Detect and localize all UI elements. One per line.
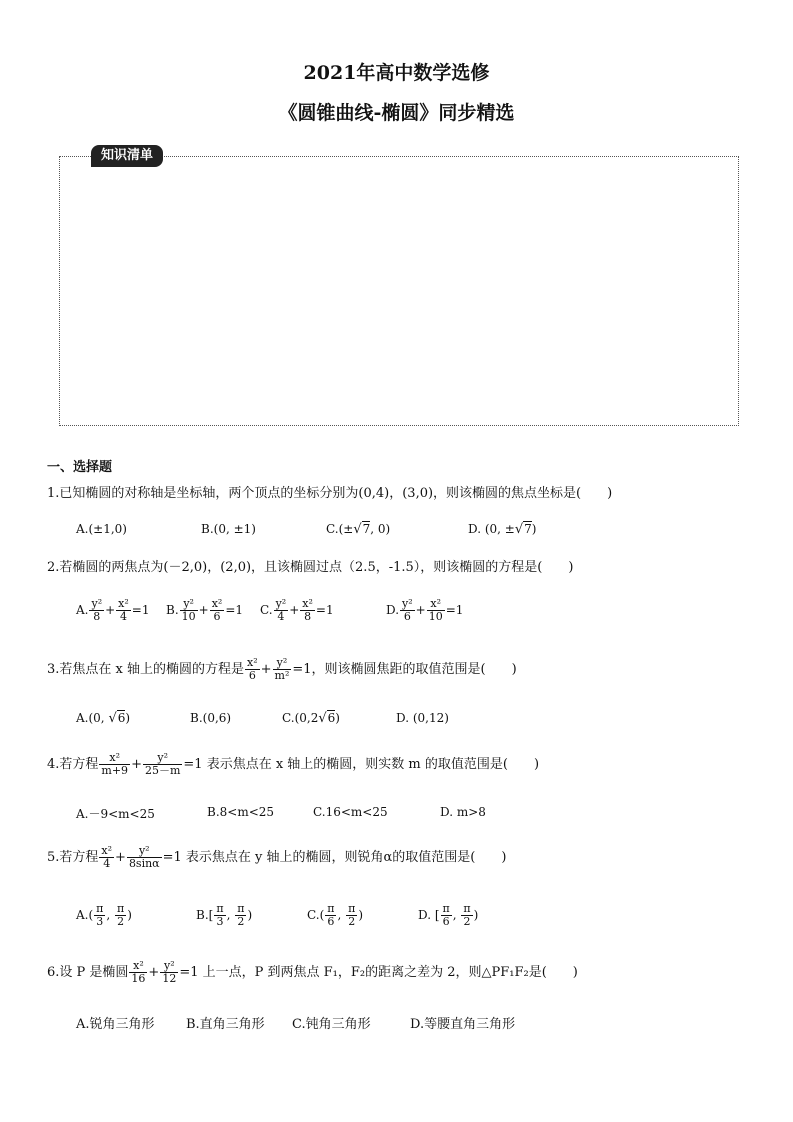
- q5-option-c: C.( $\frac{\pi}{6}$ , $\frac{\pi}{2}$ ): [307, 902, 364, 928]
- q6-option-b: B.直角三角形: [186, 1017, 265, 1032]
- question-6: 6.设 P 是椭圆 $\frac{\text{x²}}{16}$ + $\frac{\text{y²}}{12}$ =1 上一点，P 到两焦点 F₁，F₂的距离之差为 2，则△PF₁F₂是( ): [47, 959, 578, 985]
- q3-option-a: A.(0, √6): [76, 711, 131, 726]
- q2-option-d: D. $\frac{\text{y²}}{6}$ + $\frac{\text{x²}}{10}$ =1: [386, 597, 464, 623]
- knowledge-tag: 知识清单: [91, 145, 163, 167]
- question-2: 2.若椭圆的两焦点为(－2,0)，(2,0)，且该椭圆过点（2.5，-1.5），则该椭圆的方程是( ): [47, 560, 574, 575]
- question-5: 5.若方程 $\frac{\text{x²}}{4}$ + $\frac{\text{y²}}{8\sin\alpha}$ =1 表示焦点在 y 轴上的椭圆，则锐角α的取值范围是( ): [47, 844, 507, 870]
- q1-option-a: A.(±1,0): [76, 522, 127, 536]
- question-4: 4.若方程 $\frac{\text{x²}}{m+9}$ + $\frac{\text{y²}}{25-m}$ =1 表示焦点在 x 轴上的椭圆，则实数 m 的取值范围是( ): [47, 751, 540, 777]
- q6-option-d: D.等腰直角三角形: [410, 1017, 516, 1032]
- q4-option-b: B.8<m<25: [207, 805, 275, 819]
- section-heading: 一、选择题: [47, 460, 113, 475]
- q5-option-b: B.[ $\frac{\pi}{3}$ , $\frac{\pi}{2}$ ): [196, 902, 253, 928]
- q2-option-b: B. $\frac{\text{y²}}{10}$ + $\frac{\text{x²}}{6}$ =1: [166, 597, 244, 623]
- q3-option-c: C.(0,2√6): [282, 711, 340, 726]
- q4-option-d: D. m>8: [440, 805, 486, 819]
- page-subtitle: 《圆锥曲线-椭圆》同步精选: [278, 102, 515, 124]
- q1-option-c: C.(±√7, 0): [326, 522, 391, 537]
- q2-option-c: C. $\frac{\text{y²}}{4}$ + $\frac{\text{x²}}{8}$ =1: [260, 597, 334, 623]
- q4-option-a: A.－9<m<25: [76, 807, 155, 821]
- q1-option-b: B.(0, ±1): [201, 522, 256, 536]
- knowledge-box: [59, 156, 739, 426]
- q5-option-d: D. [ $\frac{\pi}{6}$ , $\frac{\pi}{2}$ ): [418, 902, 479, 928]
- q3-option-d: D. (0,12): [396, 711, 449, 725]
- q5-option-a: A.( $\frac{\pi}{3}$ , $\frac{\pi}{2}$ ): [76, 902, 132, 928]
- question-3: 3.若焦点在 x 轴上的椭圆的方程是 $\frac{\text{x²}}{6}$ + $\frac{\text{y²}}{\text{m²}}$ =1，则该椭圆焦距的取值范围是( ): [47, 656, 517, 682]
- question-1: 1.已知椭圆的对称轴是坐标轴，两个顶点的坐标分别为(0,4)，(3,0)，则该椭圆的焦点坐标是( ): [47, 486, 613, 501]
- q6-option-c: C.钝角三角形: [292, 1017, 371, 1032]
- page-title: 2021年高中数学选修: [303, 62, 490, 84]
- q3-option-b: B.(0,6): [190, 711, 232, 725]
- q4-option-c: C.16<m<25: [313, 805, 388, 819]
- q2-option-a: A. $\frac{\text{y²}}{8}$ + $\frac{\text{x²}}{4}$ =1: [76, 597, 150, 623]
- q6-option-a: A.锐角三角形: [76, 1017, 155, 1032]
- q1-option-d: D. (0, ±√7): [468, 522, 537, 537]
